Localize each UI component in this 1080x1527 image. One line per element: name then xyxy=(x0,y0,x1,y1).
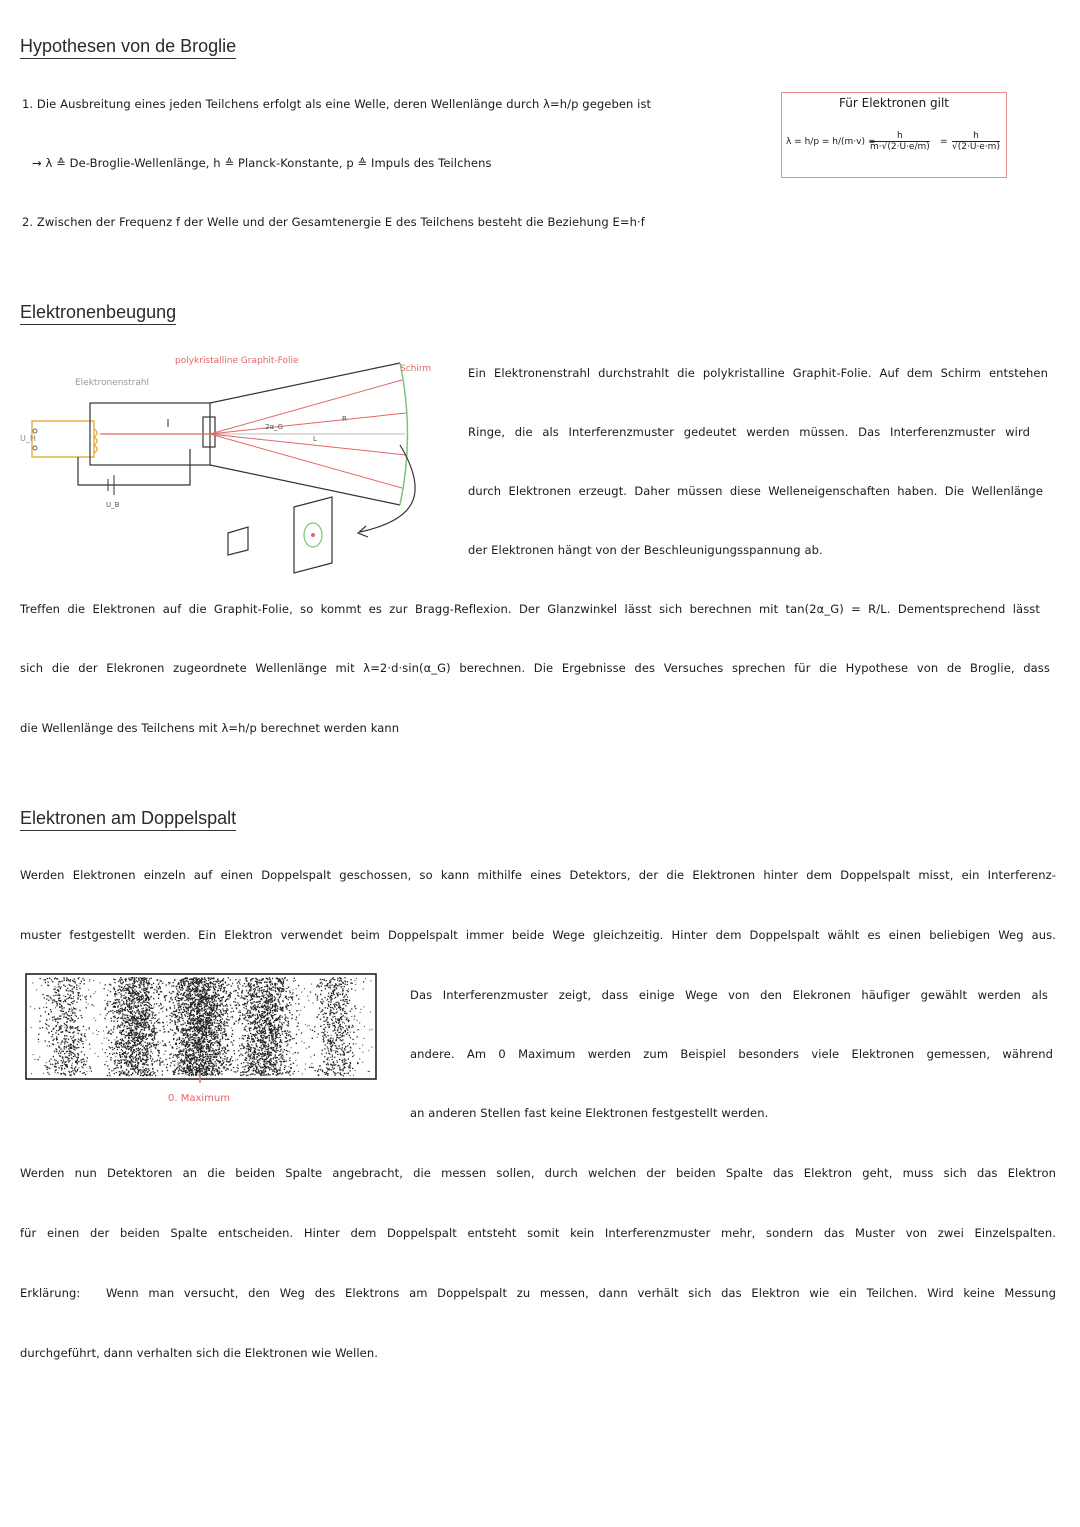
heater-circuit xyxy=(32,421,94,457)
label-schirm: Schirm xyxy=(400,364,432,374)
heading-broglie: Hypothesen von de Broglie xyxy=(20,35,236,59)
label-strahl: Elektronenstrahl xyxy=(75,378,150,388)
beugung-para-line-7: die Wellenlänge des Teilchens mit λ=h/p berechnet werden kann xyxy=(20,721,400,735)
doppelspalt-line-1: Werden Elektronen einzeln auf einen Doppelspalt geschossen, so kann mithilfe eines Detektors, der die Elektronen hinter dem Doppelspalt misst, ein Interferenz- xyxy=(20,868,1056,882)
doppelspalt-line-8: Wenn man versucht, den Weg des Elektrons am Doppelspalt zu messen, dann verhält sich das Elektron wie ein Teilchen. Wird keine Messung xyxy=(106,1286,1056,1300)
formula-box-title: Für Elektronen gilt xyxy=(839,96,949,110)
beugung-para-line-3: durch Elektronen erzeugt. Daher müssen diese Welleneigenschaften haben. Die Wellenlänge xyxy=(468,484,1043,498)
interference-pattern xyxy=(25,973,377,1104)
explanation-label: Erklärung: xyxy=(20,1286,81,1300)
graphite-foil xyxy=(203,417,215,447)
electron-formula-box xyxy=(781,92,1007,178)
doppelspalt-line-3: Das Interferenzmuster zeigt, dass einige Wege von den Elekronen häufiger gewählt werden als xyxy=(410,988,1048,1002)
ub-circuit xyxy=(78,449,190,485)
formula-mid xyxy=(868,131,932,152)
beugung-para-line-6: sich die der Elekronen zugeordnete Wellenlänge mit λ=2·d·sin(α_G) berechnen. Die Ergebnisse des Versuches sprechen für die Hypothese von de Broglie, dass xyxy=(20,661,1050,675)
formula-mid-num: h xyxy=(870,131,930,142)
maximum-label: 0. Maximum xyxy=(168,1093,230,1104)
diffracted-beam-up xyxy=(210,413,406,434)
doppelspalt-line-7: für einen der beiden Spalte entscheiden. Hinter dem Doppelspalt entsteht somit kein Interferenzmuster mehr, sondern das Muster von zwei Einzelspalten. xyxy=(20,1226,1056,1240)
broglie-line-2: → λ ≙ De-Broglie-Wellenlänge, h ≙ Planck-Konstante, p ≙ Impuls des Teilchens xyxy=(32,156,492,170)
heading-beugung: Elektronenbeugung xyxy=(20,301,176,325)
label-folie: polykristalline Graphit-Folie xyxy=(175,356,299,366)
beugung-para-line-2: Ringe, die als Interferenzmuster gedeutet werden müssen. Das Interferenzmuster wird xyxy=(468,425,1030,439)
doppelspalt-line-2: muster festgestellt werden. Ein Elektron verwendet beim Doppelspalt immer beide Wege gleichzeitig. Hinter dem Doppelspalt wählt es einen beliebigen Weg aus. xyxy=(20,928,1056,942)
diffracted-beam-down xyxy=(210,434,406,455)
uh-terminal-top xyxy=(33,429,37,433)
uh-terminal-bottom xyxy=(33,446,37,450)
formula-rhs-den: √(2·U·e·m) xyxy=(952,142,1000,152)
doppelspalt-line-5: an anderen Stellen fast keine Elektronen festgestellt werden. xyxy=(410,1106,769,1120)
beugung-para-line-4: der Elektronen hängt von der Beschleunigungsspannung ab. xyxy=(468,543,823,557)
broglie-line-1: 1. Die Ausbreitung eines jeden Teilchens erfolgt als eine Welle, deren Wellenlänge durch λ=h/p gegeben ist xyxy=(22,97,652,111)
doppelspalt-line-4: andere. Am 0 Maximum werden zum Beispiel besonders viele Elektronen gemessen, während xyxy=(410,1047,1053,1061)
foil-view xyxy=(228,527,248,555)
doppelspalt-line-6: Werden nun Detektoren an die beiden Spalte angebracht, die messen sollen, durch welchen der beiden Spalte das Elektron geht, muss sich das Elektron xyxy=(20,1166,1056,1180)
label-angle: 2α_G xyxy=(265,423,283,431)
beugung-para-line-5: Treffen die Elektronen auf die Graphit-Folie, so kommt es zur Bragg-Reflexion. Der Glanzwinkel lässt sich berechnen mit tan(2α_G) = R/L. Dementsprechend lässt xyxy=(20,602,1040,616)
formula-rhs xyxy=(950,131,1002,152)
formula-rhs-num: h xyxy=(952,131,1000,142)
heading-doppelspalt: Elektronen am Doppelspalt xyxy=(20,807,236,831)
label-uh: U_H xyxy=(20,434,36,443)
broglie-line-3: 2. Zwischen der Frequenz f der Welle und der Gesamtenergie E des Teilchens besteht die Beziehung E=h·f xyxy=(22,215,645,229)
formula-mid-den: m·√(2·U·e/m) xyxy=(870,142,930,152)
label-l: L xyxy=(313,435,317,443)
label-ub: U_B xyxy=(106,501,120,509)
center-spot xyxy=(311,533,315,537)
diffracted-beam-down-2 xyxy=(210,434,402,488)
electron-diffraction-diagram xyxy=(20,345,460,585)
diffracted-beam-up-2 xyxy=(210,380,402,434)
beugung-para-line-1: Ein Elektronenstrahl durchstrahlt die polykristalline Graphit-Folie. Auf dem Schirm entstehen xyxy=(468,366,1048,380)
formula-lhs: λ = h/p = h/(m·v) = xyxy=(786,137,876,147)
formula-eq: = xyxy=(940,137,948,147)
label-r: R xyxy=(342,415,347,423)
arrow-curve xyxy=(360,445,415,532)
doppelspalt-line-9: durchgeführt, dann verhalten sich die Elektronen wie Wellen. xyxy=(20,1346,378,1360)
